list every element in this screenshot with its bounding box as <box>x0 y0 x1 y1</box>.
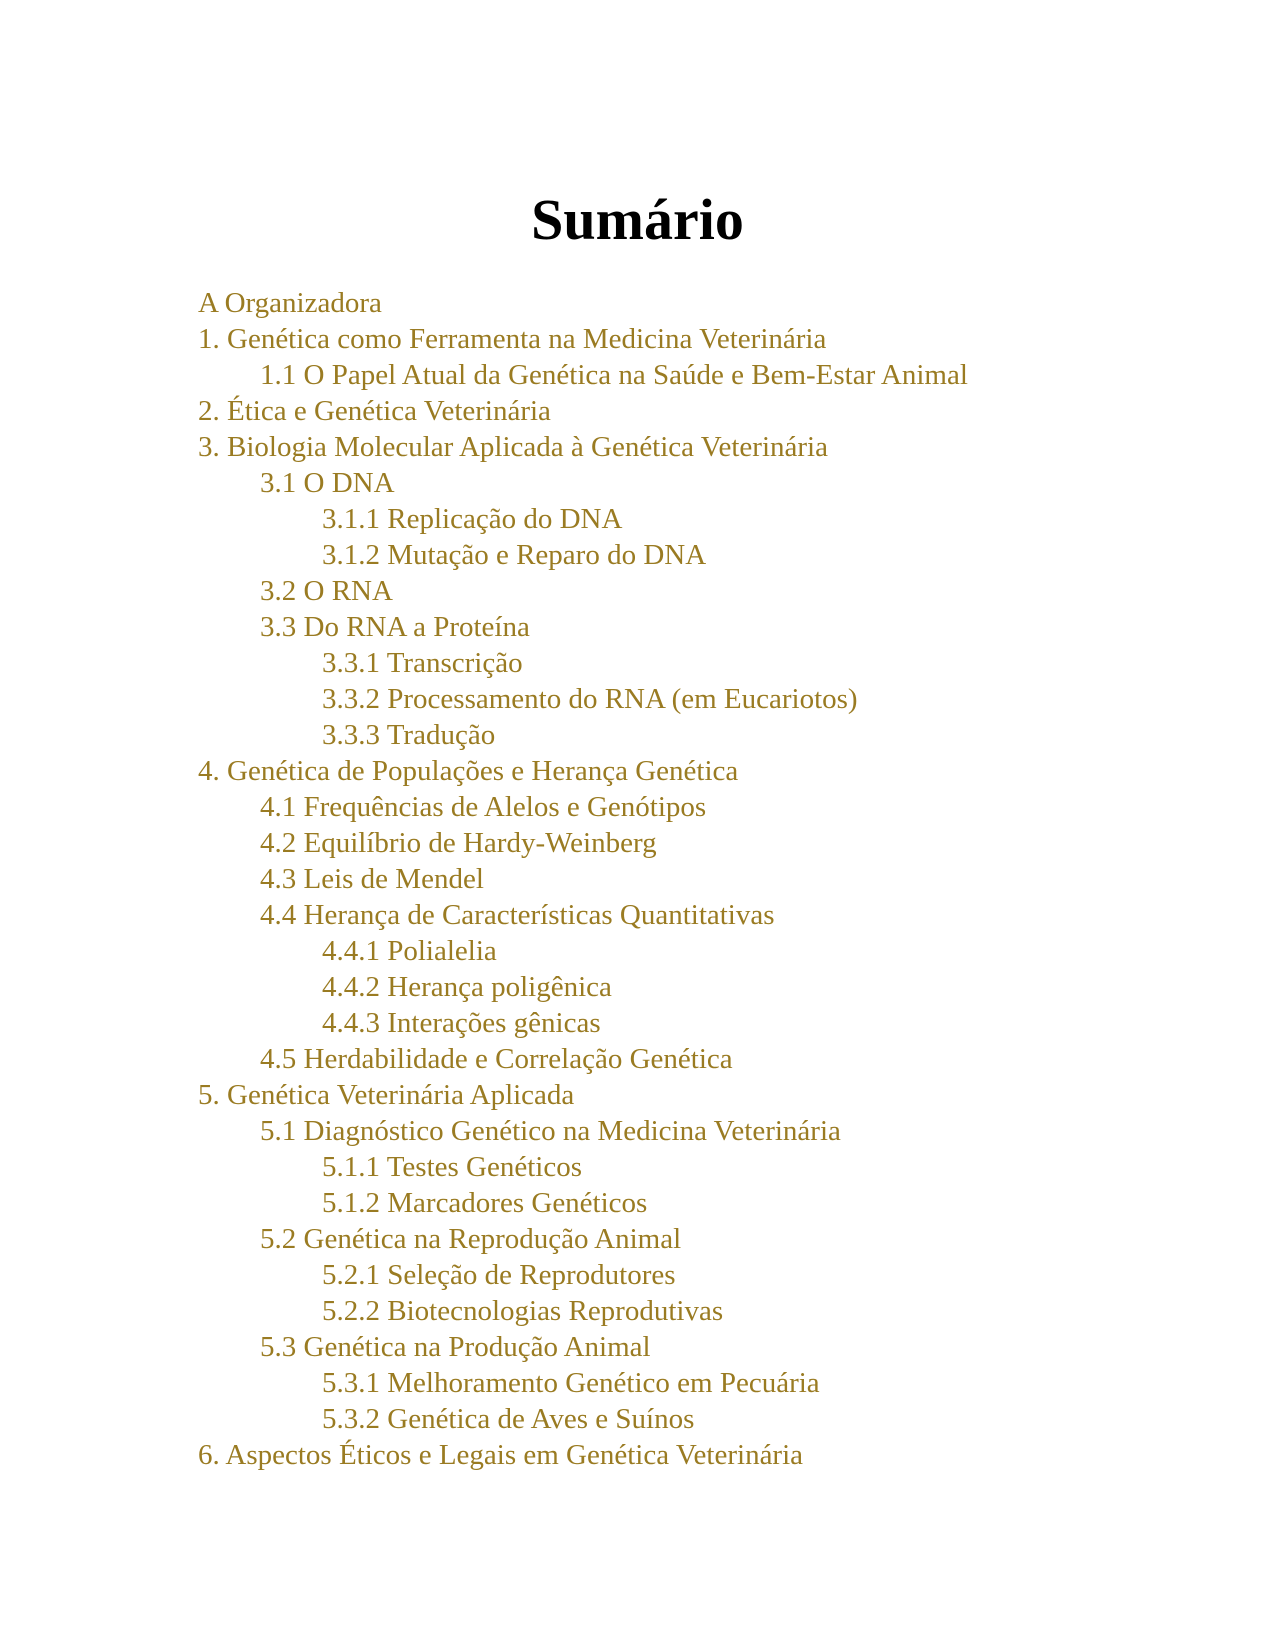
toc-entry <box>198 321 968 357</box>
toc-entry <box>198 717 968 753</box>
toc-entry <box>198 1113 968 1149</box>
page-title: Sumário <box>531 186 744 252</box>
toc-link[interactable]: 4.4.3 Interações gênicas <box>322 1007 601 1039</box>
toc-link[interactable]: 3. Biologia Molecular Aplicada à Genética Veterinária <box>198 431 828 463</box>
toc-link[interactable]: 5.2.1 Seleção de Reprodutores <box>322 1259 676 1291</box>
toc-entry <box>198 537 968 573</box>
toc-link[interactable]: 4.4.2 Herança poligênica <box>322 971 612 1003</box>
toc-link[interactable]: 5.1.2 Marcadores Genéticos <box>322 1187 648 1219</box>
toc-entry <box>198 1149 968 1185</box>
toc-link[interactable]: 3.3.2 Processamento do RNA (em Eucariotos) <box>322 683 858 715</box>
toc-entry <box>198 501 968 537</box>
toc-link[interactable]: 1. Genética como Ferramenta na Medicina Veterinária <box>198 323 827 355</box>
toc-entry <box>198 825 968 861</box>
toc-link[interactable]: 5. Genética Veterinária Aplicada <box>198 1079 575 1111</box>
toc-link[interactable]: 3.1 O DNA <box>260 467 395 499</box>
toc-link[interactable]: 4. Genética de Populações e Herança Genética <box>198 755 739 787</box>
toc-entry <box>198 573 968 609</box>
toc-entry <box>198 1293 968 1329</box>
toc-entry <box>198 1329 968 1365</box>
toc-entry <box>198 1401 968 1437</box>
toc-entry <box>198 897 968 933</box>
toc-entry <box>198 969 968 1005</box>
toc-entry <box>198 933 968 969</box>
toc-link[interactable]: 3.3.3 Tradução <box>322 719 496 751</box>
toc-link[interactable]: 2. Ética e Genética Veterinária <box>198 395 551 427</box>
toc-link[interactable]: 3.1.2 Mutação e Reparo do DNA <box>322 539 707 571</box>
toc-link[interactable]: 3.3 Do RNA a Proteína <box>260 611 530 643</box>
toc-entry <box>198 1005 968 1041</box>
toc-link[interactable]: 4.5 Herdabilidade e Correlação Genética <box>260 1043 733 1075</box>
toc-entry <box>198 1437 968 1473</box>
toc-entry <box>198 357 968 393</box>
toc-link[interactable]: 4.3 Leis de Mendel <box>260 863 484 895</box>
toc-link[interactable]: 5.3.2 Genética de Aves e Suínos <box>322 1403 695 1435</box>
toc-entry <box>198 1221 968 1257</box>
toc-entry <box>198 1041 968 1077</box>
toc-link[interactable]: 5.1.1 Testes Genéticos <box>322 1151 582 1183</box>
toc-link[interactable]: 3.1.1 Replicação do DNA <box>322 503 623 535</box>
toc-entry <box>198 393 968 429</box>
toc-entry <box>198 285 968 321</box>
toc-link[interactable]: 4.4 Herança de Características Quantitativas <box>260 899 775 931</box>
toc-link[interactable]: 4.2 Equilíbrio de Hardy-Weinberg <box>260 827 657 859</box>
toc-link[interactable]: 4.1 Frequências de Alelos e Genótipos <box>260 791 707 823</box>
toc-link[interactable]: 5.3 Genética na Produção Animal <box>260 1331 651 1363</box>
toc-entry <box>198 681 968 717</box>
table-of-contents <box>198 285 968 1473</box>
toc-entry <box>198 789 968 825</box>
toc-entry <box>198 1365 968 1401</box>
toc-entry <box>198 465 968 501</box>
toc-link[interactable]: 3.2 O RNA <box>260 575 393 607</box>
toc-link[interactable]: 6. Aspectos Éticos e Legais em Genética Veterinária <box>198 1439 804 1471</box>
toc-entry <box>198 753 968 789</box>
toc-entry <box>198 429 968 465</box>
toc-entry <box>198 1077 968 1113</box>
toc-link[interactable]: 5.1 Diagnóstico Genético na Medicina Veterinária <box>260 1115 841 1147</box>
toc-entry <box>198 645 968 681</box>
toc-link[interactable]: 4.4.1 Polialelia <box>322 935 497 967</box>
toc-entry <box>198 609 968 645</box>
toc-link[interactable]: 3.3.1 Transcrição <box>322 647 523 679</box>
toc-link[interactable]: 5.3.1 Melhoramento Genético em Pecuária <box>322 1367 820 1399</box>
toc-entry <box>198 1185 968 1221</box>
toc-entry <box>198 1257 968 1293</box>
toc-link[interactable]: A Organizadora <box>198 287 382 319</box>
toc-entry <box>198 861 968 897</box>
toc-link[interactable]: 1.1 O Papel Atual da Genética na Saúde e Bem-Estar Animal <box>260 359 968 391</box>
toc-link[interactable]: 5.2 Genética na Reprodução Animal <box>260 1223 682 1255</box>
toc-link[interactable]: 5.2.2 Biotecnologias Reprodutivas <box>322 1295 724 1327</box>
